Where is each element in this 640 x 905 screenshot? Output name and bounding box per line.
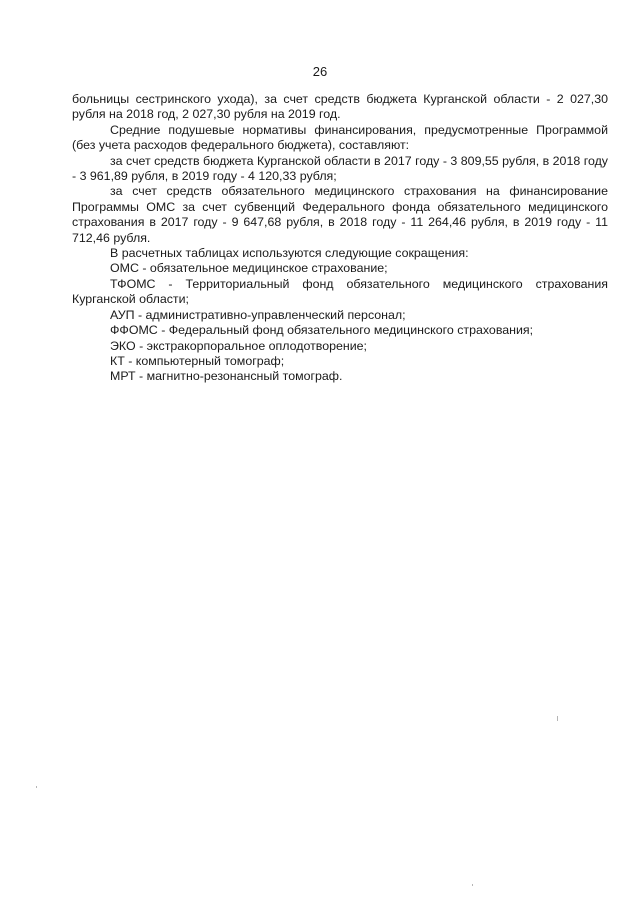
paragraph-abbreviations-intro: В расчетных таблицах используются следующие сокращения: [110,246,469,261]
document-body [72,92,608,385]
paragraph-regional-budget-norms: за счет средств бюджета Курганской области в 2017 году - 3 809,55 рубля, в 2018 году - 3 961,89 рубля, в 2019 году - 4 120,33 рубля; [72,153,608,184]
scan-artifact [472,884,473,886]
abbreviation-tfoms: ТФОМС - Территориальный фонд обязательного медицинского страхования Курганской области; [72,276,608,307]
page-number: 26 [312,64,328,79]
paragraph-budget-continuation: больницы сестринского ухода), за счет средств бюджета Курганской области - 2 027,30 рубля на 2018 год, 2 027,30 рубля на 2019 год. [72,92,608,122]
abbreviation-mrt: МРТ - магнитно-резонансный томограф. [110,369,343,384]
abbreviation-eko: ЭКО - экстракорпоральное оплодотворение; [110,338,367,353]
paragraph-per-capita-intro: Средние подушевые нормативы финансирования, предусмотренные Программой (без учета расходов федерального бюджета), составляют: [72,122,608,153]
paragraph-oms-norms: за счет средств обязательного медицинского страхования на финансирование Программы ОМС за счет субвенций Федерального фонда обязательного медицинского страхования в 2017 году - 9 647,68 рубля, в 2018 году - 11 264,46 рубля, в 2019 году - 11 712,46 рубля. [72,184,608,245]
abbreviation-ffoms: ФФОМС - Федеральный фонд обязательного медицинского страхования; [110,323,534,338]
scan-artifact [557,716,558,721]
abbreviation-kt: КТ - компьютерный томограф; [110,353,285,368]
abbreviation-oms: ОМС - обязательное медицинское страхование; [110,261,388,276]
scan-artifact [36,786,37,788]
abbreviation-aup: АУП - административно-управленческий персонал; [110,307,406,322]
